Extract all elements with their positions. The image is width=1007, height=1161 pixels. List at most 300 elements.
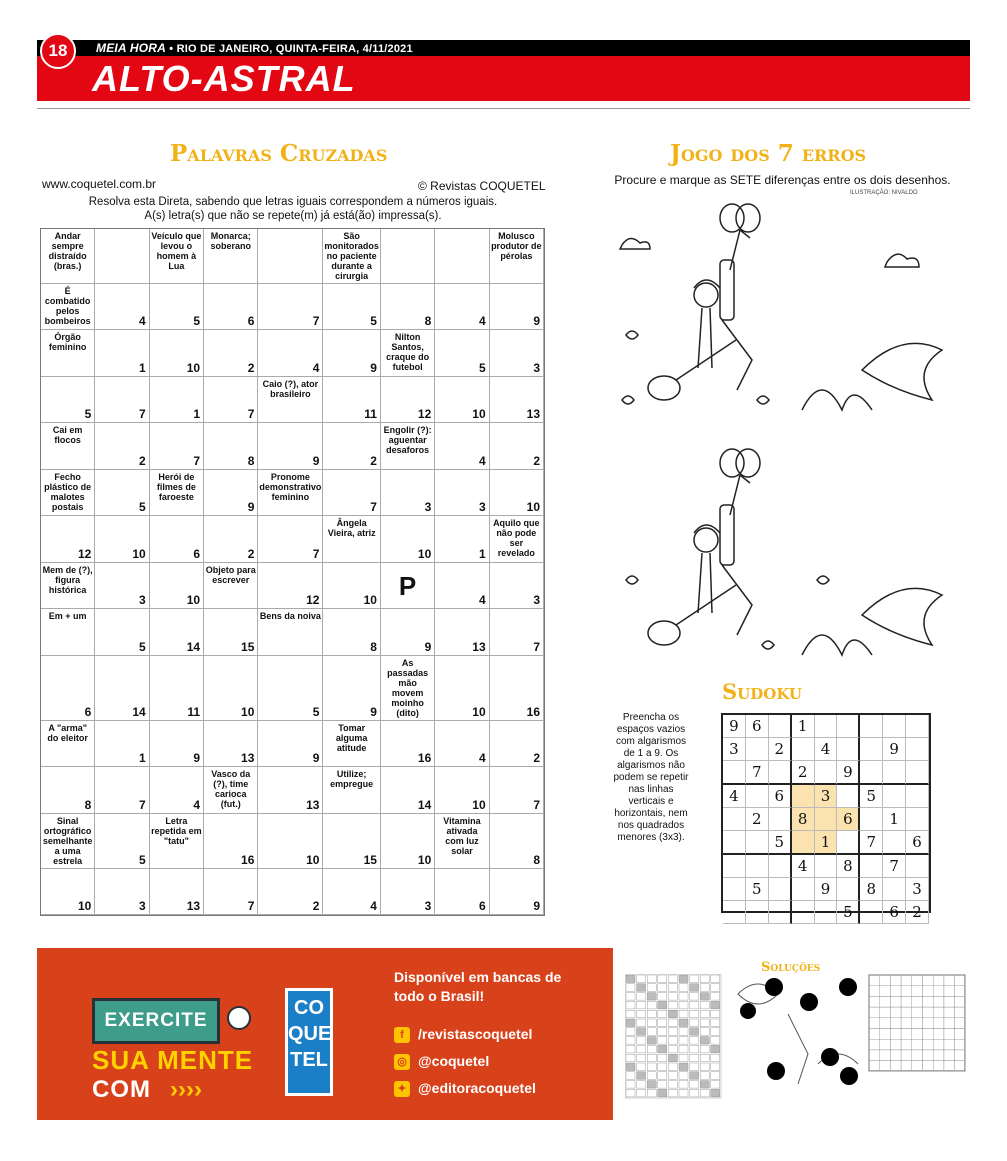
sudoku-cell[interactable] <box>769 855 792 878</box>
sudoku-grid[interactable] <box>721 713 931 921</box>
ad-headline: Disponível em bancas de todo o Brasil! <box>394 969 562 1004</box>
cell-number: 3 <box>478 500 486 515</box>
cell-number: 8 <box>247 453 255 468</box>
crossword-cell[interactable] <box>435 229 489 284</box>
crossword-cell[interactable] <box>95 516 149 562</box>
crossword-cell[interactable] <box>95 721 149 767</box>
sudoku-cell[interactable] <box>883 715 906 738</box>
crossword-cell[interactable] <box>323 656 381 721</box>
crossword-cell[interactable] <box>381 609 435 655</box>
cell-number: 6 <box>247 314 255 329</box>
sudoku-cell[interactable] <box>883 761 906 785</box>
solution-cell <box>901 975 912 986</box>
solution-cell <box>668 1019 677 1027</box>
crossword-cell[interactable] <box>150 330 204 376</box>
crossword-cell[interactable] <box>435 563 489 609</box>
sudoku-cell[interactable] <box>906 715 929 738</box>
crossword-cell[interactable] <box>150 563 204 609</box>
crossword-clue: Nilton Santos, craque do futebol <box>381 330 435 376</box>
solution-cell <box>690 1001 699 1009</box>
solution-cell <box>658 1028 667 1036</box>
crossword-cell[interactable] <box>204 869 258 915</box>
crossword-cell[interactable] <box>150 423 204 469</box>
solution-cell <box>901 986 912 997</box>
sudoku-cell[interactable] <box>792 785 815 808</box>
cell-number: 15 <box>241 639 255 654</box>
cell-number: 7 <box>533 639 540 654</box>
instructions-line-2: A(s) letra(s) que não se repete(m) já está(ão) impressa(s). <box>144 210 442 222</box>
solution-cell <box>626 1010 635 1018</box>
crossword-cell[interactable] <box>490 284 544 330</box>
sudoku-cell[interactable]: 3 <box>723 738 746 761</box>
sudoku-cell[interactable] <box>723 831 746 855</box>
solution-cell <box>647 1054 656 1062</box>
solution-cell <box>880 1061 891 1072</box>
cell-number: 10 <box>77 898 92 913</box>
solution-cell <box>647 1063 656 1071</box>
crossword-cell[interactable] <box>323 470 381 516</box>
erros-solution <box>728 974 860 1100</box>
crossword-cell[interactable] <box>323 869 381 915</box>
solution-cell <box>626 1001 635 1009</box>
sudoku-cell[interactable] <box>837 785 860 808</box>
twitter-link[interactable] <box>394 1080 536 1097</box>
sudoku-cell[interactable]: 5 <box>769 831 792 855</box>
cartoon-drawing-bottom[interactable] <box>602 445 956 673</box>
solution-cell <box>944 1029 955 1040</box>
cell-number: 9 <box>247 500 255 515</box>
sudoku-cell[interactable]: 2 <box>792 761 815 785</box>
solution-cell <box>869 975 880 986</box>
sudoku-cell[interactable] <box>860 761 883 785</box>
crossword-cell[interactable] <box>95 330 149 376</box>
crossword-grid[interactable] <box>40 228 545 916</box>
sudoku-cell[interactable]: 4 <box>792 855 815 878</box>
solution-cell <box>647 1089 656 1097</box>
sudoku-cell[interactable]: 3 <box>906 878 929 901</box>
crossword-cell[interactable] <box>204 516 258 562</box>
crossword-cell[interactable] <box>381 767 435 813</box>
crossword-cell[interactable] <box>204 470 258 516</box>
crossword-cell[interactable] <box>323 563 381 609</box>
cell-number: 14 <box>132 704 146 719</box>
cell-number: 10 <box>472 704 486 719</box>
crossword-cell[interactable] <box>323 609 381 655</box>
crossword-clue: Caio (?), ator brasileiro <box>258 377 323 423</box>
solution-cell <box>880 996 891 1007</box>
sudoku-cell[interactable] <box>815 761 838 785</box>
crossword-cell[interactable] <box>258 869 323 915</box>
cell-number: 12 <box>77 546 92 561</box>
solution-cell <box>700 1081 709 1089</box>
solution-cell <box>679 993 688 1001</box>
crossword-cell[interactable] <box>258 229 323 284</box>
sudoku-cell[interactable]: 7 <box>883 855 906 878</box>
crossword-cell[interactable] <box>258 721 323 767</box>
solution-cell <box>679 1037 688 1045</box>
sudoku-cell[interactable]: 1 <box>792 715 815 738</box>
crossword-cell[interactable] <box>490 721 544 767</box>
solutions-title: Soluções <box>761 960 821 975</box>
crossword-cell[interactable] <box>258 284 323 330</box>
crossword-cell[interactable] <box>95 767 149 813</box>
sudoku-cell[interactable] <box>815 901 838 924</box>
sudoku-cell[interactable] <box>723 878 746 901</box>
crossword-clue: Ângela Vieira, atriz <box>323 516 381 562</box>
sudoku-cell[interactable]: 6 <box>746 715 769 738</box>
sudoku-cell[interactable]: 6 <box>769 785 792 808</box>
crossword-cell[interactable] <box>204 656 258 721</box>
crossword-cell[interactable] <box>95 377 149 423</box>
sudoku-cell[interactable]: 8 <box>837 855 860 878</box>
cell-number: 5 <box>139 639 146 654</box>
sudoku-cell[interactable] <box>883 878 906 901</box>
crossword-cell[interactable] <box>204 284 258 330</box>
solution-cell <box>637 1089 646 1097</box>
solution-cell <box>890 1050 901 1061</box>
crossword-cell[interactable] <box>490 869 544 915</box>
cell-number: 9 <box>533 314 540 329</box>
cell-number: 3 <box>533 360 540 375</box>
crossword-cell[interactable] <box>204 814 258 869</box>
crossword-cell[interactable] <box>258 563 323 609</box>
cell-number: 13 <box>241 751 255 766</box>
sudoku-cell[interactable] <box>792 901 815 924</box>
sudoku-cell[interactable] <box>769 878 792 901</box>
sudoku-cell[interactable] <box>837 878 860 901</box>
sudoku-cell[interactable] <box>769 808 792 831</box>
solution-cell <box>668 975 677 983</box>
crossword-cell[interactable] <box>150 377 204 423</box>
sudoku-cell[interactable]: 8 <box>792 808 815 831</box>
crossword-cell[interactable] <box>381 814 435 869</box>
facebook-link[interactable] <box>394 1026 532 1043</box>
solution-cell <box>637 1028 646 1036</box>
crossword-cell[interactable] <box>490 609 544 655</box>
crossword-cell[interactable] <box>41 869 95 915</box>
cell-number: 10 <box>186 360 201 375</box>
crossword-cell[interactable] <box>95 423 149 469</box>
crossword-cell[interactable] <box>95 656 149 721</box>
sudoku-cell[interactable]: 7 <box>860 831 883 855</box>
crossword-cell[interactable] <box>150 767 204 813</box>
sudoku-cell[interactable] <box>906 855 929 878</box>
solution-cell <box>880 1050 891 1061</box>
crossword-cell[interactable] <box>41 767 95 813</box>
crossword-cell[interactable] <box>258 330 323 376</box>
sudoku-cell[interactable] <box>792 738 815 761</box>
solution-cell <box>933 986 944 997</box>
cell-number: 12 <box>306 593 320 608</box>
sudoku-cell[interactable] <box>906 761 929 785</box>
crossword-cell[interactable] <box>490 377 544 423</box>
crossword-cell[interactable] <box>381 563 435 609</box>
crossword-cell[interactable] <box>258 423 323 469</box>
crossword-cell[interactable] <box>435 609 489 655</box>
cell-number: 2 <box>533 751 540 766</box>
sudoku-cell[interactable] <box>723 901 746 924</box>
cell-number: 2 <box>247 546 255 561</box>
sudoku-cell[interactable]: 2 <box>769 738 792 761</box>
sudoku-cell[interactable] <box>837 738 860 761</box>
sudoku-cell[interactable] <box>860 901 883 924</box>
sudoku-cell[interactable]: 8 <box>860 878 883 901</box>
crossword-cell[interactable] <box>41 377 95 423</box>
crossword-cell[interactable] <box>435 330 489 376</box>
solution-cell <box>901 996 912 1007</box>
solution-cell <box>880 1029 891 1040</box>
crossword-cell[interactable] <box>258 814 323 869</box>
crossword-cell[interactable] <box>323 330 381 376</box>
cell-number: 5 <box>84 407 92 422</box>
sudoku-cell[interactable]: 9 <box>837 761 860 785</box>
crossword-cell[interactable] <box>490 470 544 516</box>
sudoku-cell[interactable]: 5 <box>837 901 860 924</box>
solution-cell <box>647 1028 656 1036</box>
sudoku-cell[interactable]: 6 <box>906 831 929 855</box>
sudoku-cell[interactable] <box>746 785 769 808</box>
sudoku-cell[interactable] <box>723 761 746 785</box>
section-title: ALTO-ASTRAL <box>92 58 356 99</box>
solution-cell <box>679 1028 688 1036</box>
solution-cell <box>869 1007 880 1018</box>
crossword-cell[interactable] <box>381 377 435 423</box>
crossword-clue: Objeto para escrever <box>204 563 258 609</box>
sudoku-cell[interactable] <box>837 715 860 738</box>
sudoku-cell[interactable] <box>769 901 792 924</box>
crossword-cell[interactable] <box>95 284 149 330</box>
solution-cell <box>711 1028 720 1036</box>
crossword-cell[interactable] <box>381 470 435 516</box>
crossword-cell[interactable] <box>150 609 204 655</box>
crossword-cell[interactable] <box>435 423 489 469</box>
sudoku-cell[interactable]: 9 <box>815 878 838 901</box>
solution-cell <box>901 1061 912 1072</box>
solution-cell <box>955 1039 966 1050</box>
crossword-clue: Tomar alguma atitude <box>323 721 381 767</box>
crossword-cell[interactable] <box>490 563 544 609</box>
solution-cell <box>901 1018 912 1029</box>
erros-title: Jogo dos 7 erros <box>670 140 867 167</box>
crossword-clue: Mem de (?), figura histórica <box>41 563 95 609</box>
sudoku-cell[interactable] <box>906 785 929 808</box>
dateline <box>96 41 413 55</box>
solution-cell <box>869 1039 880 1050</box>
solution-cell <box>647 993 656 1001</box>
crossword-cell[interactable] <box>490 423 544 469</box>
instagram-link[interactable] <box>394 1053 489 1070</box>
crossword-cell[interactable] <box>381 516 435 562</box>
sudoku-cell[interactable]: 2 <box>746 808 769 831</box>
crossword-cell[interactable] <box>150 721 204 767</box>
solution-cell <box>679 1010 688 1018</box>
sudoku-cell[interactable] <box>837 831 860 855</box>
solution-cell <box>626 1089 635 1097</box>
twitter-handle: @editoracoquetel <box>418 1080 536 1096</box>
solution-cell <box>869 986 880 997</box>
solution-cell <box>890 1061 901 1072</box>
crossword-cell[interactable] <box>490 656 544 721</box>
sudoku-cell[interactable] <box>746 901 769 924</box>
sudoku-cell[interactable] <box>815 715 838 738</box>
cell-number: 6 <box>84 704 92 719</box>
sudoku-cell[interactable] <box>860 738 883 761</box>
cell-number: 3 <box>533 593 540 608</box>
crossword-website[interactable]: www.coquetel.com.br <box>42 177 157 191</box>
sudoku-cell[interactable] <box>723 808 746 831</box>
crossword-cell[interactable] <box>258 516 323 562</box>
sudoku-cell[interactable]: 6 <box>837 808 860 831</box>
sudoku-cell[interactable] <box>860 855 883 878</box>
crossword-cell[interactable] <box>381 869 435 915</box>
sudoku-cell[interactable]: 7 <box>746 761 769 785</box>
crossword-cell[interactable] <box>490 330 544 376</box>
sudoku-cell[interactable] <box>860 808 883 831</box>
crossword-cell[interactable] <box>435 721 489 767</box>
cell-number: 2 <box>370 453 377 468</box>
crossword-cell[interactable] <box>204 330 258 376</box>
sudoku-title: Sudoku <box>722 679 802 704</box>
crossword-cell[interactable] <box>323 377 381 423</box>
sudoku-cell[interactable] <box>883 831 906 855</box>
crossword-cell[interactable] <box>150 869 204 915</box>
sudoku-cell[interactable] <box>746 855 769 878</box>
sudoku-cell[interactable]: 3 <box>815 785 838 808</box>
cell-number: 13 <box>186 898 201 913</box>
crossword-cell[interactable] <box>95 470 149 516</box>
solution-cell <box>923 1050 934 1061</box>
crossword-cell[interactable] <box>204 721 258 767</box>
coquetel-ad[interactable] <box>37 948 613 1120</box>
sudoku-cell[interactable]: 9 <box>723 715 746 738</box>
sudoku-cell[interactable] <box>792 831 815 855</box>
crossword-cell[interactable] <box>95 869 149 915</box>
crossword-cell[interactable] <box>381 284 435 330</box>
cell-number: 5 <box>139 852 146 867</box>
cartoon-drawing-top[interactable] <box>602 200 956 428</box>
crossword-clue: Vitamina ativada com luz solar <box>435 814 489 869</box>
crossword-cell[interactable] <box>258 656 323 721</box>
sudoku-cell[interactable] <box>723 855 746 878</box>
solution-cell <box>658 1019 667 1027</box>
cell-number: 4 <box>312 360 320 375</box>
sudoku-cell[interactable] <box>746 831 769 855</box>
crossword-cell[interactable] <box>204 377 258 423</box>
sudoku-cell[interactable] <box>815 855 838 878</box>
sudoku-cell[interactable] <box>746 738 769 761</box>
crossword-cell[interactable] <box>204 609 258 655</box>
solution-cell <box>711 975 720 983</box>
crossword-cell[interactable] <box>490 767 544 813</box>
crossword-clue: Monarca; soberano <box>204 229 258 284</box>
sudoku-cell[interactable]: 4 <box>815 738 838 761</box>
cell-number: 10 <box>417 546 432 561</box>
crossword-cell[interactable] <box>95 563 149 609</box>
solution-cell <box>700 993 709 1001</box>
solution-cell <box>658 1072 667 1080</box>
dateline-text: • RIO DE JANEIRO, QUINTA-FEIRA, 4/11/2021 <box>169 43 413 55</box>
cell-number: 10 <box>132 546 146 561</box>
crossword-cell[interactable] <box>150 516 204 562</box>
crossword-cell[interactable] <box>323 814 381 869</box>
crossword-cell[interactable] <box>204 423 258 469</box>
solution-cell <box>711 1072 720 1080</box>
solution-cell <box>690 975 699 983</box>
crossword-cell[interactable] <box>95 229 149 284</box>
crossword-cell[interactable] <box>381 229 435 284</box>
cell-number: 8 <box>84 797 92 812</box>
crossword-cell[interactable] <box>435 284 489 330</box>
sudoku-cell[interactable]: 2 <box>906 901 929 924</box>
crossword-cell[interactable] <box>150 284 204 330</box>
solution-cell <box>690 1037 699 1045</box>
sudoku-cell[interactable]: 6 <box>883 901 906 924</box>
solution-cell <box>901 1007 912 1018</box>
crossword-cell[interactable] <box>435 869 489 915</box>
erros-instructions: Procure e marque as SETE diferenças entre os dois desenhos. <box>614 173 951 187</box>
sudoku-cell[interactable] <box>815 808 838 831</box>
crossword-cell[interactable] <box>435 767 489 813</box>
crossword-cell[interactable] <box>95 609 149 655</box>
solution-cell <box>912 1029 923 1040</box>
cell-number: 5 <box>139 500 146 515</box>
crossword-cell[interactable] <box>150 656 204 721</box>
sudoku-cell[interactable] <box>769 761 792 785</box>
cell-number: 4 <box>139 314 146 329</box>
crossword-cell[interactable] <box>323 423 381 469</box>
sudoku-cell[interactable] <box>883 785 906 808</box>
brand-name: MEIA HORA <box>96 41 167 55</box>
crossword-cell[interactable] <box>258 767 323 813</box>
crossword-cell[interactable] <box>435 516 489 562</box>
solution-cell <box>955 1050 966 1061</box>
sudoku-cell[interactable] <box>769 715 792 738</box>
crossword-cell[interactable] <box>41 656 95 721</box>
sudoku-cell[interactable] <box>906 808 929 831</box>
crossword-cell[interactable] <box>95 814 149 869</box>
sudoku-cell[interactable]: 9 <box>883 738 906 761</box>
crossword-cell[interactable] <box>490 814 544 869</box>
solution-cell <box>647 1037 656 1045</box>
crossword-cell[interactable] <box>323 284 381 330</box>
sudoku-cell[interactable]: 1 <box>883 808 906 831</box>
sudoku-cell[interactable]: 4 <box>723 785 746 808</box>
solution-cell <box>869 1050 880 1061</box>
crossword-cell[interactable] <box>381 721 435 767</box>
crossword-clue: Fecho plástico de malotes postais <box>41 470 95 516</box>
crossword-cell[interactable] <box>435 377 489 423</box>
solution-cell <box>923 1061 934 1072</box>
sudoku-cell[interactable] <box>792 878 815 901</box>
sudoku-cell[interactable] <box>906 738 929 761</box>
crossword-cell[interactable] <box>435 656 489 721</box>
sudoku-cell[interactable]: 5 <box>860 785 883 808</box>
cell-number: 9 <box>370 360 377 375</box>
sudoku-cell[interactable]: 5 <box>746 878 769 901</box>
sudoku-cell[interactable]: 1 <box>815 831 838 855</box>
crossword-cell[interactable] <box>41 516 95 562</box>
crossword-clue: Molusco produtor de pérolas <box>490 229 544 284</box>
sudoku-cell[interactable] <box>860 715 883 738</box>
solution-cell <box>890 986 901 997</box>
cell-number: 10 <box>526 500 540 515</box>
solution-cell <box>647 1045 656 1053</box>
solution-cell <box>700 1019 709 1027</box>
solution-cell <box>637 1019 646 1027</box>
crossword-cell[interactable] <box>435 470 489 516</box>
cell-number: 10 <box>472 407 486 422</box>
cell-number: 14 <box>186 639 201 654</box>
